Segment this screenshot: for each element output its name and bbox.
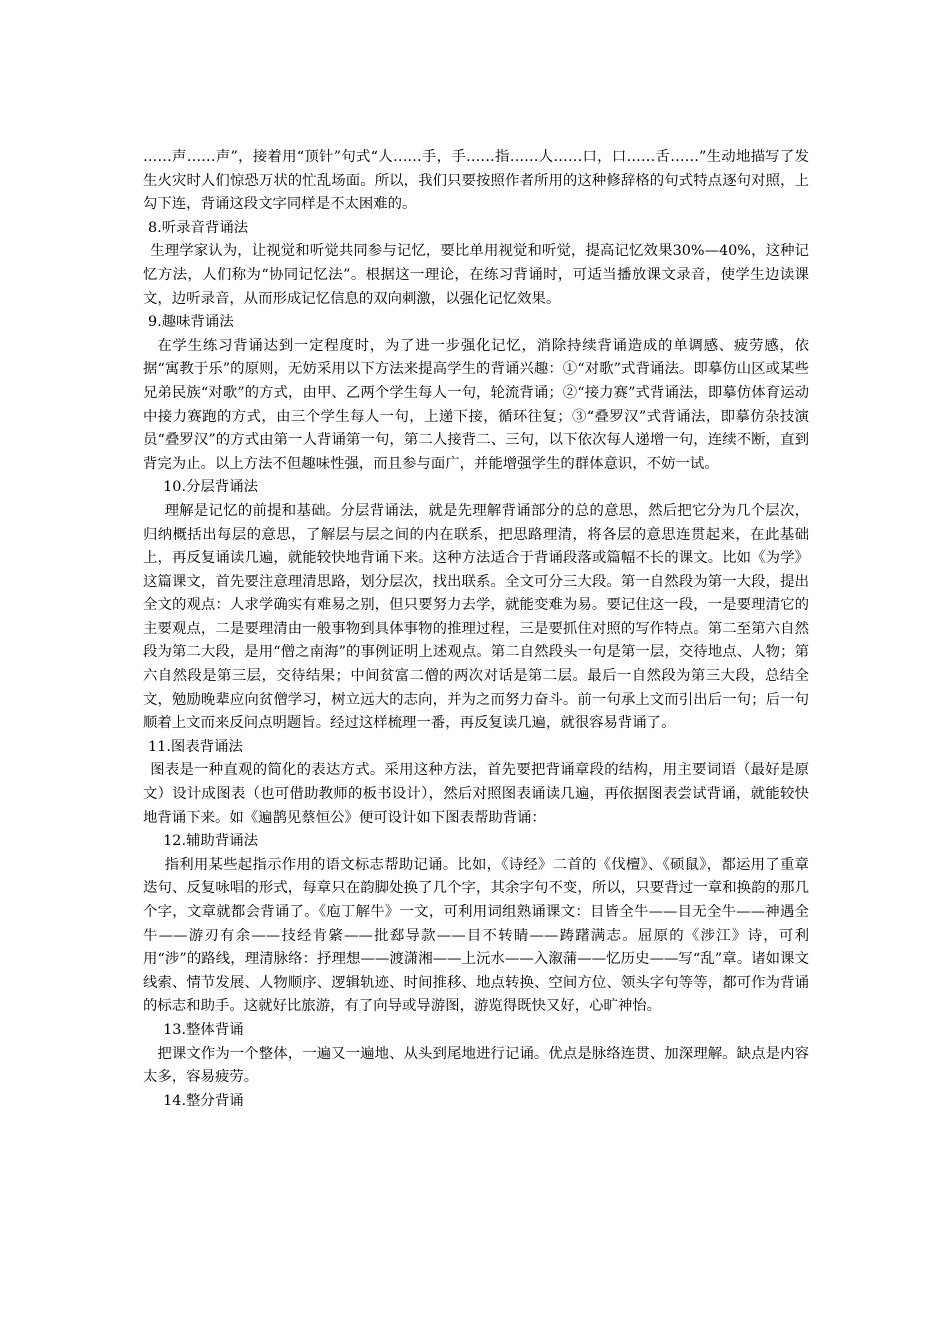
section-heading-13: 13.整体背诵 xyxy=(163,1021,244,1038)
section-heading-11: 11.图表背诵法 xyxy=(148,738,243,755)
paragraph-fun-method: 在学生练习背诵达到一定程度时，为了进一步强化记忆，消除持续背诵造成的单调感、疲劳感，依据“寓教于乐”的原则，无妨采用以下方法来提高学生的背诵兴趣：①“对歌”式背诵法。即摹仿山区或某些兄弟民族“对歌”的方式，由甲、乙两个学生每人一句，轮流背诵；②“接力赛”式背诵法，即摹仿体育运动中接力赛跑的方式，由三个学生每人一句，上递下接，循环往复；③“叠罗汉”式背诵法，即摹仿杂技演员“叠罗汉”的方式由第一人背诵第一句，第二人接背二、三句，以下依次每人递增一句，连续不断，直到背完为止。以上方法不但趣味性强，而且参与面广，并能增强学生的群体意识，不妨一试。 xyxy=(143,337,809,472)
paragraph-continuation: ……声……声”，接着用“顶针”句式“人……手，手……指……人……口，口……舌……”生动地描写了发生火灾时人们惊恐万状的忙乱场面。所以，我们只要按照作者所用的这种修辞格的句式特点逐句对照，上勾下连，背诵这段文字同样是不太困难的。 xyxy=(143,149,809,213)
paragraph-whole-method: 把课文作为一个整体，一遍又一遍地、从头到尾地进行记诵。优点是脉络连贯、加深理解。缺点是内容太多，容易疲劳。 xyxy=(143,1045,809,1086)
section-heading-14: 14.整分背诵 xyxy=(163,1092,244,1109)
section-heading-12: 12.辅助背诵法 xyxy=(163,833,258,850)
section-heading-10: 10.分层背诵法 xyxy=(163,479,258,496)
section-heading-9: 9.趣味背诵法 xyxy=(148,314,234,331)
paragraph-listening-method: 生理学家认为，让视觉和听觉共同参与记忆，要比单用视觉和听觉，提高记忆效果30%—40%，这种记忆方法，人们称为“协同记忆法”。根据这一理论，在练习背诵时，可适当播放课文录音，使学生边读课文，边听录音，从而形成记忆信息的双向刺激，以强化记忆效果。 xyxy=(143,243,809,307)
paragraph-auxiliary-method: 指利用某些起指示作用的语文标志帮助记诵。比如，《诗经》二首的《伐檀》、《硕鼠》，都运用了重章迭句、反复咏唱的形式，每章只在韵脚处换了几个字，其余字句不变，所以，只要背过一章和换韵的那几个字，文章就都会背诵了。《庖丁解牛》一文，可利用词组熟诵课文：目皆全牛——目无全牛——神遇全牛——游刃有余——技经肯綮——批郄导款——目不转睛——踌躇满志。屈原的《涉江》诗，可利用“涉”的路线，理清脉络：抒理想——渡潇湘——上沅水——入溆蒲——忆历史——写“乱”章。诸如课文线索、情节发展、人物顺序、逻辑轨迹、时间推移、地点转换、空间方位、领头字句等等，都可作为背诵的标志和助手。这就好比旅游，有了向导或导游图，游览得既快又好，心旷神怡。 xyxy=(143,856,809,1015)
paragraph-layered-method: 理解是记忆的前提和基础。分层背诵法，就是先理解背诵部分的总的意思，然后把它分为几个层次，归纳概括出每层的意思，了解层与层之间的内在联系，把思路理清，将各层的意思连贯起来，在此基础上，再反复诵读几遍，就能较快地背诵下来。这种方法适合于背诵段落或篇幅不长的课文。比如《为学》这篇课文，首先要注意理清思路，划分层次，找出联系。全文可分三大段。第一自然段为第一大段，提出全文的观点：人求学确实有难易之别，但只要努力去学，就能变难为易。要记住这一段，一是要理清它的主要观点，二是要理清由一般事物到具体事物的推理过程，三是要抓住对照的写作特点。第二至第六自然段为第二大段，是用“僧之南海”的事例证明上述观点。第二自然段头一句是第一层，交待地点、人物；第六自然段是第三层，交待结果；中间贫富二僧的两次对话是第二层。最后一自然段为第三大段，总结全文，勉励晚辈应向贫僧学习，树立远大的志向，并为之而努力奋斗。前一句承上文而引出后一句；后一句顺着上文而来反问点明题旨。经过这样梳理一番，再反复读几遍，就很容易背诵了。 xyxy=(143,502,809,732)
section-heading-8: 8.听录音背诵法 xyxy=(148,219,249,236)
document-body xyxy=(143,146,809,1113)
paragraph-chart-method: 图表是一种直观的简化的表达方式。采用这种方法，首先要把背诵章段的结构，用主要词语（最好是原文）设计成图表（也可借助教师的板书设计），然后对照图表诵读几遍，再依据图表尝试背诵，就能较快地背诵下来。如《遍鹊见蔡恒公》便可设计如下图表帮助背诵： xyxy=(143,762,809,826)
